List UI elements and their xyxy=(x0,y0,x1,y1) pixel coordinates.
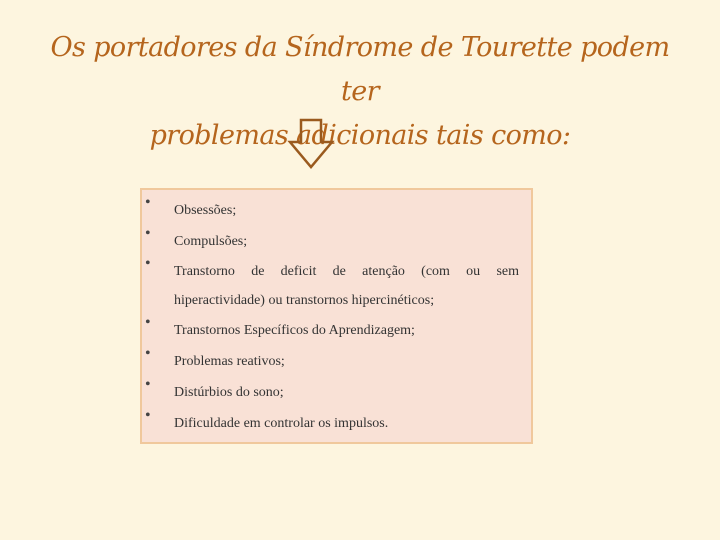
slide-title xyxy=(40,26,680,158)
down-arrow-icon xyxy=(287,118,335,170)
list-item-text: Transtornos Específicos do Aprendizagem; xyxy=(174,323,415,338)
bullet-icon: • xyxy=(145,194,151,211)
list-item-text: Obsessões; xyxy=(174,203,237,218)
bullet-icon: • xyxy=(145,376,151,393)
bullet-icon: • xyxy=(145,345,151,362)
list-item-text-line-1: Transtorno de deficit de atenção (com ou sem xyxy=(174,264,519,279)
bullet-icon: • xyxy=(145,407,151,424)
list-item-text-line-2: hiperactividade) ou transtornos hipercinéticos; xyxy=(174,293,435,308)
list-item-text: Distúrbios do sono; xyxy=(174,385,284,400)
list-item-text: Dificuldade em controlar os impulsos. xyxy=(174,416,389,431)
slide-title-line-2: problemas adicionais tais como: xyxy=(149,120,571,151)
bullet-icon: • xyxy=(145,255,151,272)
list-item-text: Compulsões; xyxy=(174,234,248,249)
slide-title-line-1: Os portadores da Síndrome de Tourette podem ter xyxy=(50,32,670,107)
bullet-icon: • xyxy=(145,225,151,242)
bullet-icon: • xyxy=(145,314,151,331)
problems-list-box xyxy=(140,188,533,444)
list-item-text xyxy=(174,257,519,315)
list-item-text: Problemas reativos; xyxy=(174,354,285,369)
